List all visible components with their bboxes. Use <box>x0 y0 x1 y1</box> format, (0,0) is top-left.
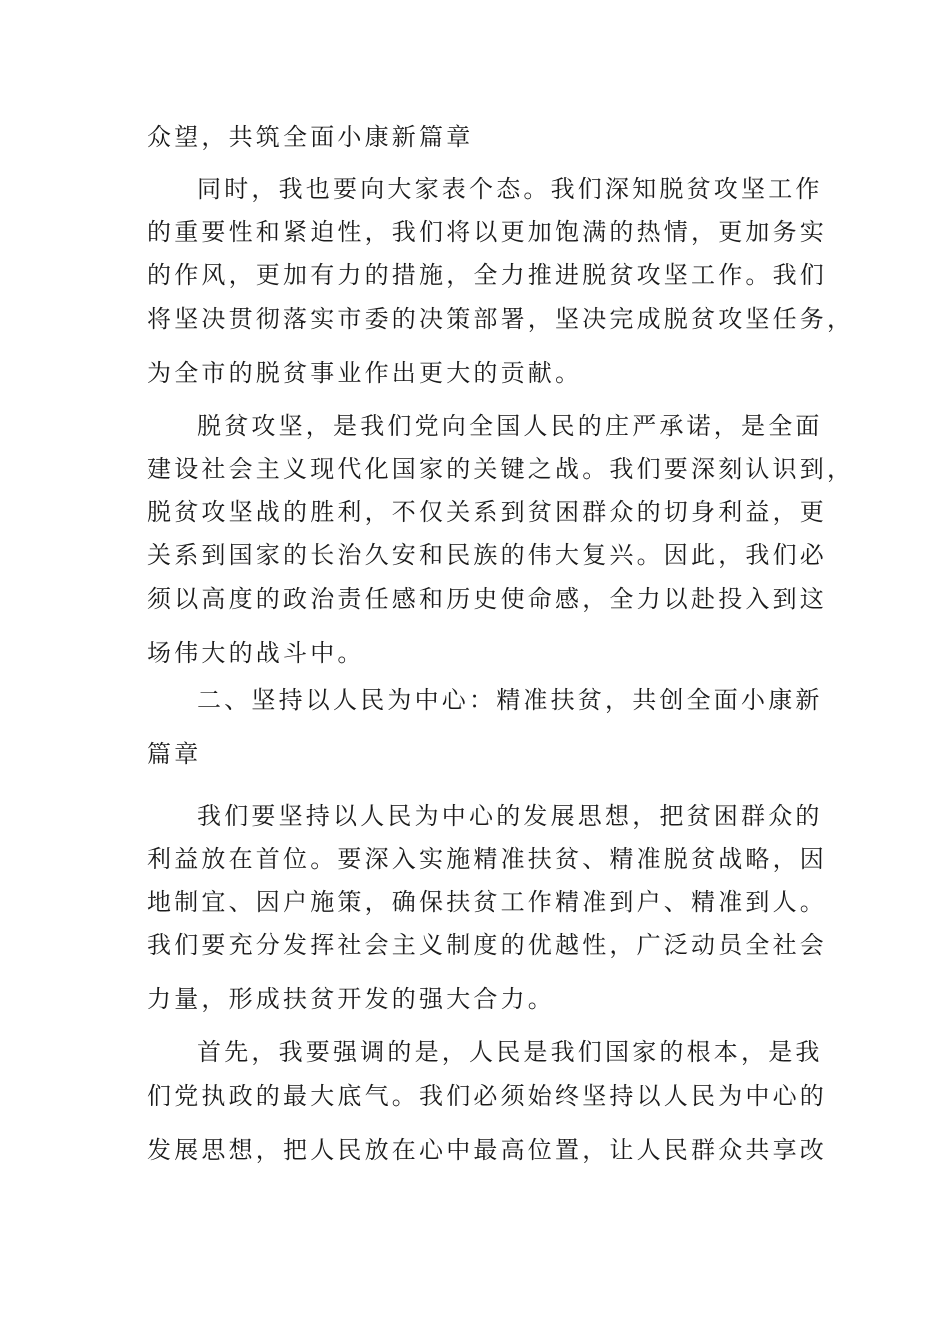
paragraph-line: 的重要性和紧迫性，我们将以更加饱满的热情，更加务实 <box>147 218 827 246</box>
paragraph-line: 须以高度的政治责任感和历史使命感，全力以赴投入到这 <box>147 585 827 613</box>
paragraph-line: 地制宜、因户施策，确保扶贫工作精准到户、精准到人。 <box>147 888 827 916</box>
section-title-continuation: 众望，共筑全面小康新篇章 <box>147 123 474 151</box>
paragraph-line: 我们要坚持以人民为中心的发展思想，把贫困群众的 <box>197 802 823 830</box>
paragraph-line: 利益放在首位。要深入实施精准扶贫、精准脱贫战略，因 <box>147 845 827 873</box>
paragraph-line: 将坚决贯彻落实市委的决策部署，坚决完成脱贫攻坚任务， <box>147 305 855 333</box>
paragraph-line: 发展思想，把人民放在心中最高位置，让人民群众共享改 <box>147 1136 827 1164</box>
paragraph-line: 首先，我要强调的是，人民是我们国家的根本，是我 <box>197 1038 823 1066</box>
paragraph-line: 的作风，更加有力的措施，全力推进脱贫攻坚工作。我们 <box>147 261 827 289</box>
paragraph-line: 为全市的脱贫事业作出更大的贡献。 <box>147 359 583 387</box>
paragraph-line: 场伟大的战斗中。 <box>147 639 365 667</box>
paragraph-line: 同时，我也要向大家表个态。我们深知脱贫攻坚工作 <box>197 175 823 203</box>
paragraph-line: 建设社会主义现代化国家的关键之战。我们要深刻认识到， <box>147 455 855 483</box>
paragraph-line: 我们要充分发挥社会主义制度的优越性，广泛动员全社会 <box>147 931 827 959</box>
section-heading-continuation: 篇章 <box>147 740 202 768</box>
paragraph-line: 关系到国家的长治久安和民族的伟大复兴。因此，我们必 <box>147 541 827 569</box>
paragraph-line: 力量，形成扶贫开发的强大合力。 <box>147 985 555 1013</box>
paragraph-line: 脱贫攻坚战的胜利，不仅关系到贫困群众的切身利益，更 <box>147 498 827 526</box>
section-heading: 二、坚持以人民为中心：精准扶贫，共创全面小康新 <box>197 686 823 714</box>
paragraph-line: 们党执政的最大底气。我们必须始终坚持以人民为中心的 <box>147 1082 827 1110</box>
paragraph-line: 脱贫攻坚，是我们党向全国人民的庄严承诺，是全面 <box>197 412 823 440</box>
